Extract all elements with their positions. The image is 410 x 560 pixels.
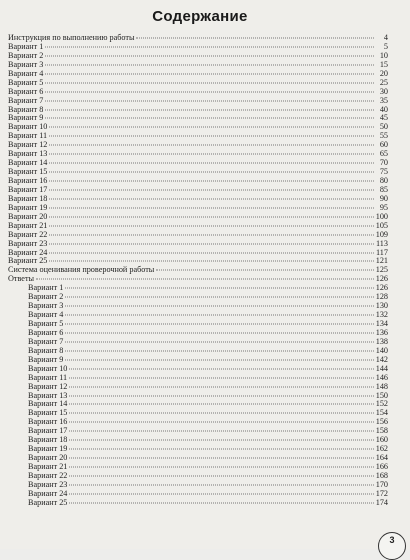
dot-leader <box>69 493 373 494</box>
toc-entry <box>8 329 388 338</box>
toc-entry-label: Вариант 6 <box>28 327 64 337</box>
dot-leader <box>49 154 374 155</box>
toc-entry-label: Вариант 20 <box>8 211 48 221</box>
toc-entry <box>8 61 388 70</box>
toc-entry-label: Вариант 9 <box>28 354 64 364</box>
dot-leader <box>69 368 373 369</box>
toc-entry-page: 160 <box>375 435 388 445</box>
toc-entry-label: Вариант 14 <box>28 399 68 409</box>
toc-entry-page: 128 <box>375 292 388 302</box>
toc-entry-label: Ответы <box>8 274 35 284</box>
toc-entry <box>8 293 388 302</box>
toc-entry <box>8 222 388 231</box>
toc-entry-page: 158 <box>375 426 388 436</box>
dot-leader <box>156 270 373 271</box>
toc-entry-page: 65 <box>379 149 388 159</box>
dot-leader <box>69 467 373 468</box>
toc-entry-label: Вариант 13 <box>8 149 48 159</box>
dot-leader <box>69 386 373 387</box>
toc-entry-label: Вариант 25 <box>8 256 48 266</box>
dot-leader <box>45 55 374 56</box>
dot-leader <box>69 404 373 405</box>
toc-entry <box>8 106 388 115</box>
dot-leader <box>65 297 373 298</box>
toc-entry-page: 45 <box>379 113 388 123</box>
toc-entry-label: Вариант 23 <box>8 238 48 248</box>
toc-entry-label: Вариант 21 <box>8 220 48 230</box>
toc-entry <box>8 97 388 106</box>
toc-entry-page: 140 <box>375 345 388 355</box>
toc-entry-page: 60 <box>379 140 388 150</box>
toc-entry-page: 90 <box>379 193 388 203</box>
dot-leader <box>65 306 373 307</box>
toc-entry-page: 146 <box>375 372 388 382</box>
toc-entry <box>8 275 388 284</box>
dot-leader <box>45 118 374 119</box>
toc-entry <box>8 240 388 249</box>
toc-entry-page: 10 <box>379 50 388 60</box>
dot-leader <box>69 395 373 396</box>
dot-leader <box>45 73 374 74</box>
dot-leader <box>65 324 373 325</box>
dot-leader <box>136 38 374 39</box>
toc-entry-label: Вариант 19 <box>8 202 48 212</box>
dot-leader <box>65 288 373 289</box>
page-title: Содержание <box>152 8 248 25</box>
toc-entry-label: Вариант 21 <box>28 462 68 471</box>
toc-entry-label: Вариант 7 <box>28 336 64 346</box>
toc-entry-label: Вариант 23 <box>28 479 68 489</box>
toc-entry-page: 95 <box>379 202 388 212</box>
dot-leader <box>45 82 374 83</box>
toc-entry-label: Вариант 20 <box>28 453 68 463</box>
dot-leader <box>65 332 373 333</box>
toc-entry <box>8 43 388 52</box>
dot-leader <box>49 198 374 199</box>
toc-entry-page: 75 <box>379 167 388 177</box>
toc-entry-page: 142 <box>375 354 388 364</box>
toc-entry-label: Вариант 22 <box>8 229 48 239</box>
toc-entry <box>8 284 388 293</box>
dot-leader <box>49 163 374 164</box>
toc-entry-label: Вариант 15 <box>28 408 68 418</box>
toc-entry-page: 30 <box>379 86 388 96</box>
toc-entry <box>8 114 388 123</box>
toc-entry-page: 154 <box>375 408 388 418</box>
toc-entry <box>8 168 388 177</box>
toc-entry-page: 164 <box>375 453 388 463</box>
dot-leader <box>49 181 374 182</box>
toc-entry-page: 125 <box>375 265 388 275</box>
toc-entry-label: Инструкция по выполнению работы <box>8 33 135 42</box>
toc-entry-page: 156 <box>375 417 388 427</box>
toc-entry-label: Вариант 19 <box>28 444 68 454</box>
toc-entry-label: Вариант 14 <box>8 158 48 168</box>
toc-entry <box>8 204 388 213</box>
toc-entry-label: Вариант 17 <box>8 184 48 194</box>
dot-leader <box>49 234 373 235</box>
toc-entry-page: 40 <box>379 104 388 114</box>
toc-entry-page: 148 <box>375 381 388 391</box>
toc-entry <box>8 311 388 320</box>
toc-entry-label: Вариант 5 <box>28 319 64 328</box>
dot-leader <box>49 189 374 190</box>
toc-entry-page: 4 <box>383 33 388 42</box>
toc-entry <box>8 79 388 88</box>
toc-entry <box>8 159 388 168</box>
toc-entry-label: Вариант 3 <box>8 59 44 69</box>
dot-leader <box>49 172 374 173</box>
toc-entry <box>8 231 388 240</box>
toc-entry-page: 80 <box>379 176 388 185</box>
toc-entry-page: 85 <box>379 184 388 194</box>
dot-leader <box>69 484 373 485</box>
dot-leader <box>69 377 374 378</box>
dot-leader <box>69 413 373 414</box>
dot-leader <box>49 207 374 208</box>
toc-entry-page: 15 <box>379 59 388 69</box>
toc-entry-page: 130 <box>375 301 388 311</box>
toc-entry-page: 20 <box>379 68 388 78</box>
toc-entry-label: Вариант 17 <box>28 426 68 436</box>
toc-entry-page: 113 <box>376 238 388 248</box>
toc-entry <box>8 34 388 43</box>
toc-entry-page: 121 <box>375 256 388 266</box>
toc-entry-page: 136 <box>375 327 388 337</box>
table-of-contents <box>8 34 388 508</box>
toc-entry <box>8 338 388 347</box>
toc-entry-page: 100 <box>375 211 388 221</box>
dot-leader <box>69 458 373 459</box>
toc-entry-label: Вариант 10 <box>28 363 68 373</box>
toc-entry-page: 152 <box>375 399 388 409</box>
toc-entry <box>8 132 388 141</box>
toc-entry-page: 134 <box>375 319 388 328</box>
toc-entry-label: Вариант 18 <box>28 435 68 445</box>
toc-entry-page: 132 <box>375 310 388 320</box>
dot-leader <box>65 341 373 342</box>
dot-leader <box>69 431 373 432</box>
toc-entry <box>8 123 388 132</box>
toc-entry <box>8 499 388 508</box>
dot-leader <box>69 422 373 423</box>
toc-entry-page: 162 <box>375 444 388 454</box>
dot-leader <box>65 350 373 351</box>
dot-leader <box>49 127 374 128</box>
toc-entry <box>8 320 388 329</box>
toc-entry-page: 126 <box>375 274 388 284</box>
toc-entry-label: Вариант 1 <box>28 283 64 293</box>
toc-entry-label: Вариант 2 <box>8 50 44 60</box>
page-number-badge: 3 <box>378 532 406 560</box>
toc-entry <box>8 70 388 79</box>
toc-entry-page: 174 <box>375 497 388 507</box>
toc-entry-page: 168 <box>375 470 388 480</box>
toc-entry-label: Вариант 2 <box>28 292 64 302</box>
dot-leader <box>49 225 373 226</box>
toc-entry-label: Вариант 7 <box>8 95 44 105</box>
toc-entry-page: 109 <box>375 229 388 239</box>
dot-leader <box>45 64 374 65</box>
toc-entry <box>8 52 388 61</box>
toc-entry-label: Система оценивания проверочной работы <box>8 265 155 275</box>
toc-entry-label: Вариант 22 <box>28 470 68 480</box>
toc-entry-page: 138 <box>375 336 388 346</box>
toc-entry-label: Вариант 24 <box>28 488 68 498</box>
toc-entry-label: Вариант 16 <box>8 176 48 185</box>
toc-entry-label: Вариант 8 <box>28 345 64 355</box>
toc-entry-label: Вариант 13 <box>28 390 68 400</box>
toc-entry-label: Вариант 16 <box>28 417 68 427</box>
dot-leader <box>36 279 374 280</box>
dot-leader <box>49 252 374 253</box>
dot-leader <box>49 145 374 146</box>
toc-entry-label: Вариант 25 <box>28 497 68 507</box>
toc-entry <box>8 266 388 275</box>
toc-entry-label: Вариант 12 <box>8 140 48 150</box>
dot-leader <box>49 136 374 137</box>
toc-entry <box>8 186 388 195</box>
toc-entry-label: Вариант 11 <box>8 131 48 141</box>
dot-leader <box>45 109 374 110</box>
toc-entry <box>8 302 388 311</box>
toc-entry-label: Вариант 5 <box>8 77 44 87</box>
dot-leader <box>65 315 373 316</box>
toc-entry-page: 144 <box>375 363 388 373</box>
toc-entry-label: Вариант 10 <box>8 122 48 132</box>
toc-entry <box>8 213 388 222</box>
toc-entry-page: 170 <box>375 479 388 489</box>
toc-entry-label: Вариант 12 <box>28 381 68 391</box>
toc-entry <box>8 141 388 150</box>
toc-entry <box>8 88 388 97</box>
toc-entry-label: Вариант 4 <box>28 310 64 320</box>
toc-entry-label: Вариант 9 <box>8 113 44 123</box>
dot-leader <box>45 46 374 47</box>
dot-leader <box>49 216 373 217</box>
toc-entry-page: 25 <box>379 77 388 87</box>
toc-entry-page: 35 <box>379 95 388 105</box>
toc-entry-label: Вариант 1 <box>8 41 44 51</box>
dot-leader <box>65 359 373 360</box>
toc-entry-label: Вариант 3 <box>28 301 64 311</box>
toc-entry-page: 70 <box>379 158 388 168</box>
toc-entry-page: 126 <box>375 283 388 293</box>
toc-entry-page: 166 <box>375 462 388 471</box>
toc-entry-page: 117 <box>376 247 388 257</box>
toc-entry-label: Вариант 15 <box>8 167 48 177</box>
toc-entry <box>8 150 388 159</box>
dot-leader <box>69 440 373 441</box>
toc-entry <box>8 347 388 356</box>
toc-entry-page: 150 <box>375 390 388 400</box>
toc-entry-label: Вариант 24 <box>8 247 48 257</box>
dot-leader <box>69 502 373 503</box>
toc-entry-label: Вариант 18 <box>8 193 48 203</box>
toc-entry <box>8 249 388 258</box>
toc-entry-page: 172 <box>375 488 388 498</box>
toc-entry-page: 50 <box>379 122 388 132</box>
dot-leader <box>69 449 373 450</box>
toc-entry-page: 5 <box>383 41 388 51</box>
dot-leader <box>49 243 374 244</box>
toc-entry-label: Вариант 8 <box>8 104 44 114</box>
toc-entry-label: Вариант 4 <box>8 68 44 78</box>
dot-leader <box>45 100 374 101</box>
dot-leader <box>69 475 373 476</box>
toc-entry-label: Вариант 6 <box>8 86 44 96</box>
toc-entry-page: 105 <box>375 220 388 230</box>
toc-entry <box>8 195 388 204</box>
dot-leader <box>45 91 374 92</box>
dot-leader <box>49 261 373 262</box>
toc-entry-label: Вариант 11 <box>28 372 68 382</box>
toc-entry <box>8 177 388 186</box>
toc-entry-page: 55 <box>379 131 388 141</box>
